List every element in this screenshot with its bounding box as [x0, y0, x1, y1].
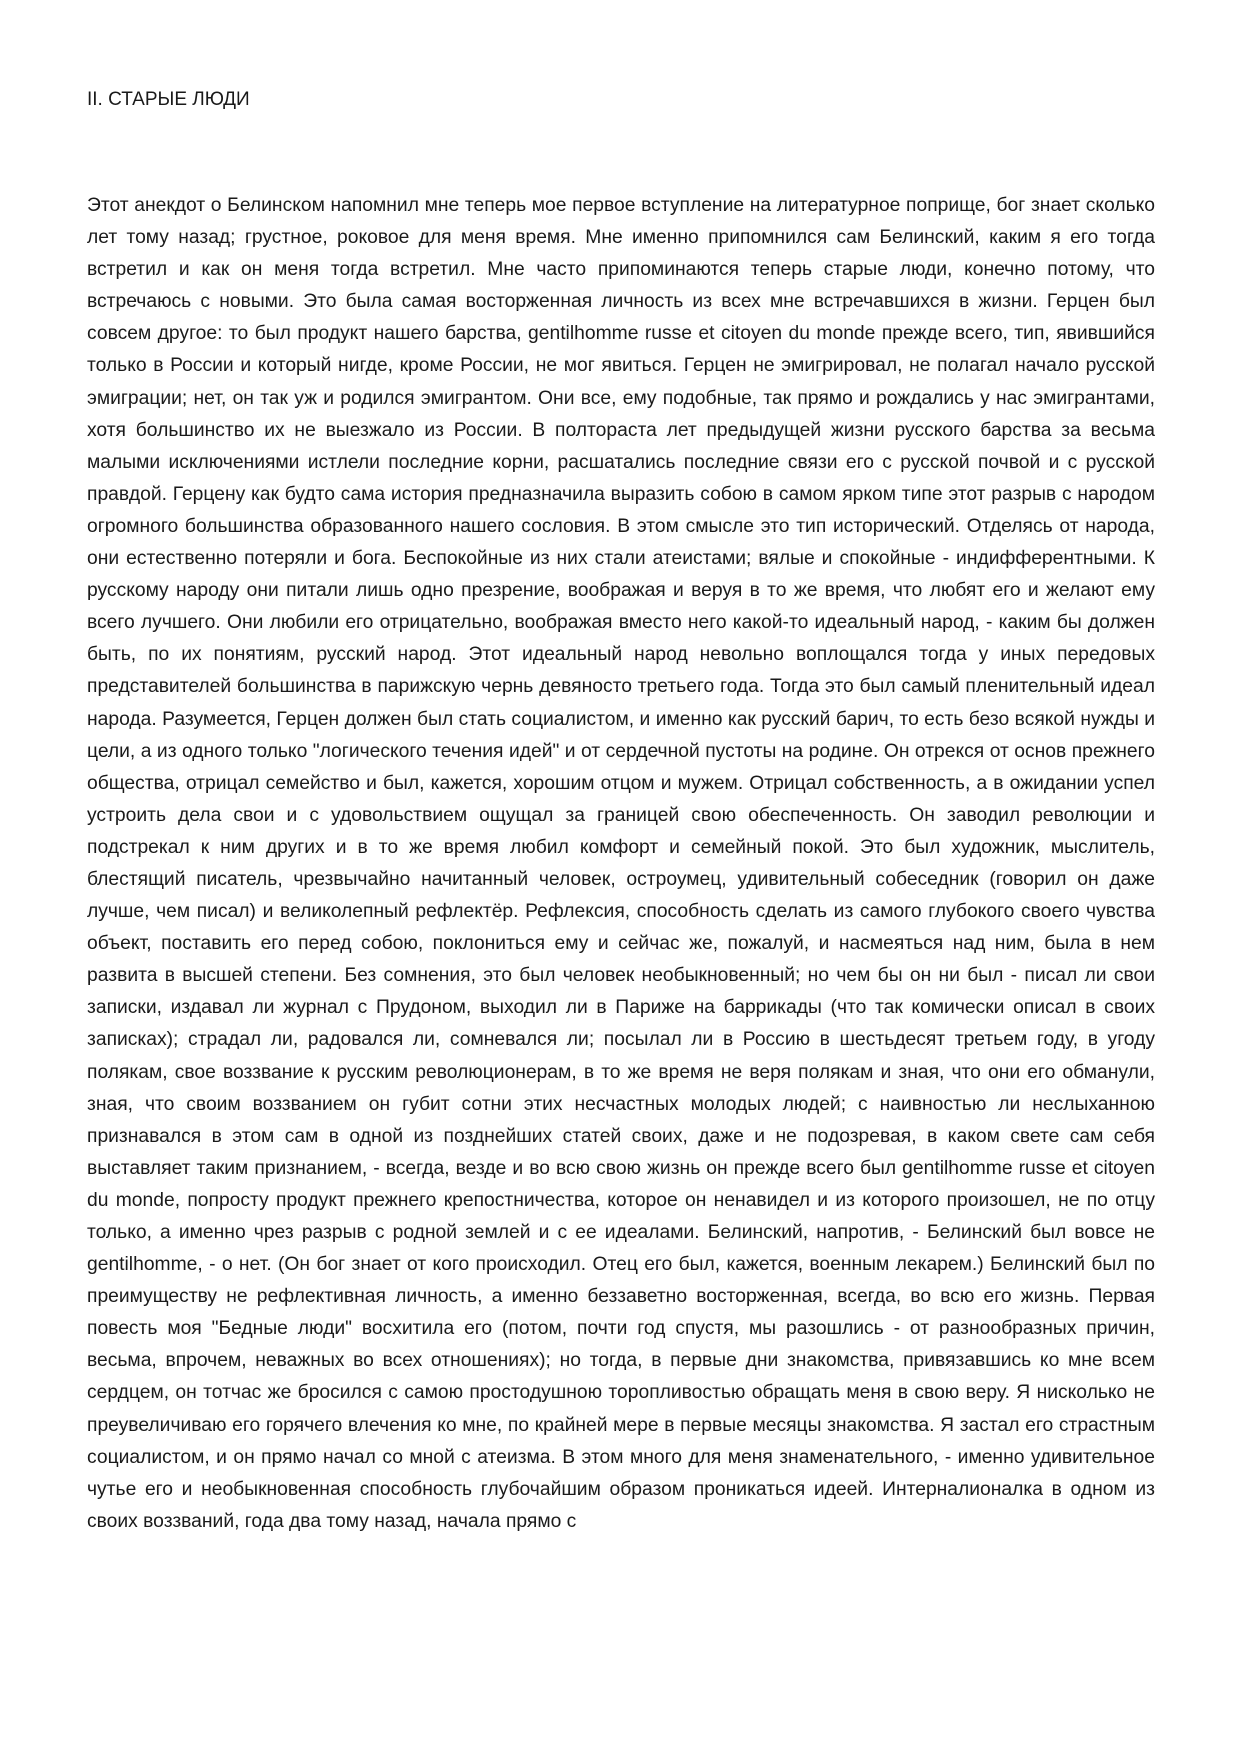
chapter-heading: II. СТАРЫЕ ЛЮДИ: [87, 89, 250, 110]
body-paragraph: Этот анекдот о Белинском напомнил мне теперь мое первое вступление на литературное поприще, бог знает сколько лет тому назад; грустное, роковое для меня время. Мне именно припомнился сам Белинский, каким я его тогда встретил и как он меня тогда встретил. Мне часто припоминаются теперь старые люди, конечно потому, что встречаюсь с новыми. Это была самая восторженная личность из всех мне встречавшихся в жизни. Герцен был совсем другое: то был продукт нашего барства, gentilhomme russe et citoyen du monde прежде всего, тип, явившийся только в России и который нигде, кроме России, не мог явиться. Герцен не эмигрировал, не полагал начало русской эмиграции; нет, он так уж и родился эмигрантом. Они все, ему подобные, так прямо и рождались у нас эмигрантами, хотя большинство их не выезжало из России. В полтораста лет предыдущей жизни русского барства за весьма малыми исключениями истлели последние корни, расшатались последние связи его с русской почвой и с русской правдой. Герцену как будто сама история предназначила выразить собою в самом ярком типе этот разрыв с народом огромного большинства образованного нашего сословия. В этом смысле это тип исторический. Отделясь от народа, они естественно потеряли и бога. Беспокойные из них стали атеистами; вялые и спокойные - индифферентными. К русскому народу они питали лишь одно презрение, воображая и веруя в то же время, что любят его и желают ему всего лучшего. Они любили его отрицательно, воображая вместо него какой-то идеальный народ, - каким бы должен быть, по их понятиям, русский народ. Этот идеальный народ невольно воплощался тогда у иных передовых представителей большинства в парижскую чернь девяносто третьего года. Тогда это был самый пленительный идеал народа. Разумеется, Герцен должен был стать социалистом, и именно как русский барич, то есть безо всякой нужды и цели, а из одного только "логического течения идей" и от сердечной пустоты на родине. Он отрекся от основ прежнего общества, отрицал семейство и был, кажется, хорошим отцом и мужем. Отрицал собственность, а в ожидании успел устроить дела свои и с удовольствием ощущал за границей свою обеспеченность. Он заводил революции и подстрекал к ним других и в то же время любил комфорт и семейный покой. Это был художник, мыслитель, блестящий писатель, чрезвычайно начитанный человек, остроумец, удивительный собеседник (говорил он даже лучше, чем писал) и великолепный рефлектёр. Рефлексия, способность сделать из самого глубокого своего чувства объект, поставить его перед собою, поклониться ему и сейчас же, пожалуй, и насмеяться над ним, была в нем развита в высшей степени. Без сомнения, это был человек необыкновенный; но чем бы он ни был - писал ли свои записки, издавал ли журнал с Прудоном, выходил ли в Париже на баррикады (что так комически описал в своих записках); страдал ли, радовался ли, сомневался ли; посылал ли в Россию в шестьдесят третьем году, в угоду полякам, свое воззвание к русским революционерам, в то же время не веря полякам и зная, что они его обманули, зная, что своим воззванием он губит сотни этих несчастных молодых людей; с наивностью ли неслыханною признавался в этом сам в одной из позднейших статей своих, даже и не подозревая, в каком свете сам себя выставляет таким признанием, - всегда, везде и во всю свою жизнь он прежде всего был gentilhomme russe et citoyen du monde, попросту продукт прежнего крепостничества, которое он ненавидел и из которого произошел, не по отцу только, а именно чрез разрыв с родной землей и с ее идеалами. Белинский, напротив, - Белинский был вовсе не gentilhomme, - о нет. (Он бог знает от кого происходил. Отец его был, кажется, военным лекарем.) Белинский был по преимуществу не рефлективная личность, а именно беззаветно восторженная, всегда, во всю его жизнь. Первая повесть моя "Бедные люди" восхитила его (потом, почти год спустя, мы разошлись - от разнообразных причин, весьма, впрочем, неважных во всех отношениях); но тогда, в первые дни знакомства, привязавшись ко мне всем сердцем, он тотчас же бросился с самою простодушною торопливостью обращать меня в свою веру. Я нисколько не преувеличиваю его горячего влечения ко мне, по крайней мере в первые месяцы знакомства. Я застал его страстным социалистом, и он прямо начал со мной с атеизма. В этом много для меня знаменательного, - именно удивительное чутье его и необыкновенная способность глубочайшим образом проникаться идеей. Интерналионалка в одном из своих воззваний, года два тому назад, начала прямо с: [87, 195, 1155, 1532]
